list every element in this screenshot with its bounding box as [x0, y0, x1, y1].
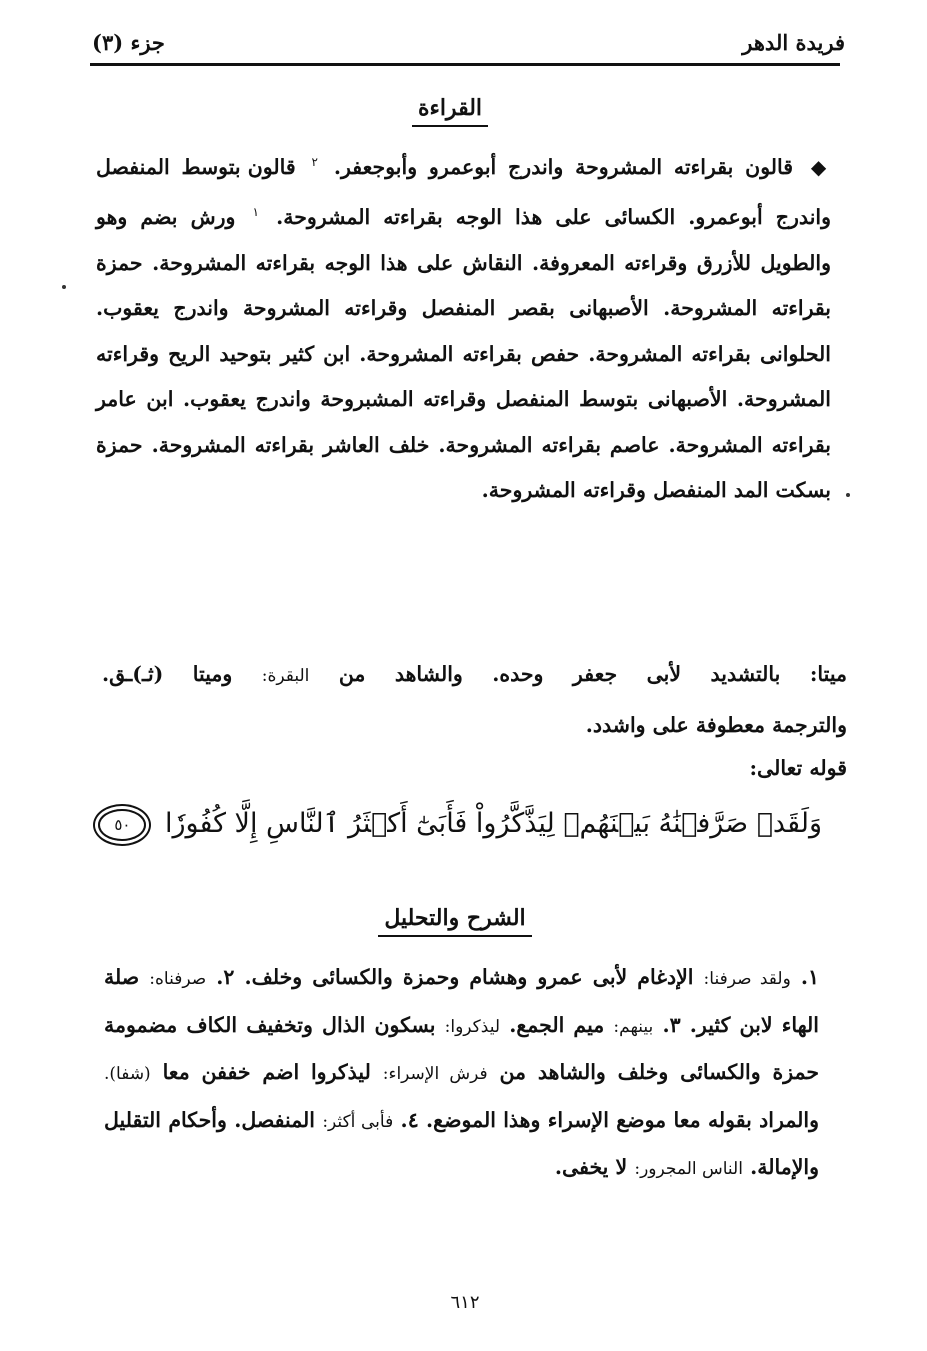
sharh-text-7: المنفصل. وأحكام التقليل والإمالة. — [104, 1107, 819, 1179]
tarjama-line: والترجمة معطوفة على واشدد. — [585, 713, 847, 737]
sharh-word-6: (شفا). — [104, 1064, 151, 1084]
diamond-bullet-icon: ◆ — [810, 154, 832, 179]
sharh-paragraph — [104, 955, 819, 1193]
mitan-source: البقرة: — [261, 666, 310, 686]
mitan-text-2: وميتا (ثـ)ـق. — [102, 662, 233, 686]
mitan-text-1: ميتا: بالتشديد لأبى جعفر وحده. والشاهد من — [338, 662, 847, 686]
scan-speck — [62, 285, 66, 289]
sharh-word-8: الناس المجرور: — [634, 1159, 743, 1179]
sharh-text-4: بسكون الذال وتخفيف الكاف مضمومة حمزة والكسائى وخلف والشاهد من — [104, 1012, 820, 1084]
qiraa-heading-text: القراءة — [412, 95, 488, 127]
ayah-number-marker: ٥٠ — [98, 809, 146, 841]
sharh-text-8: لا يخفى. — [554, 1155, 628, 1179]
sharh-word-3: بينهم: — [613, 1016, 654, 1037]
qiraa-heading — [380, 95, 520, 127]
sharh-number-3: ٣. — [662, 1012, 681, 1037]
sharh-heading — [340, 905, 570, 937]
page-number: ٦١٢ — [450, 1292, 480, 1313]
sharh-number-4: ٤. — [400, 1107, 419, 1132]
sharh-number-2: ٢. — [216, 965, 235, 989]
qiraa-sentence-1: قالون بقراءته المشروحة واندرج أبوعمرو وأبوجعفر. — [333, 154, 794, 179]
header-rule — [90, 63, 840, 66]
qawluh-line: قوله تعالى: — [749, 756, 847, 780]
sharh-word-7: فأبى أكثر: — [322, 1111, 394, 1132]
sharh-word-2: صرفناه: — [149, 969, 207, 989]
footnote-marker-2: ٢ — [311, 155, 318, 169]
mitan-line — [102, 662, 847, 686]
qiraa-paragraph — [96, 140, 831, 514]
sharh-number-1: ١. — [800, 965, 820, 989]
verse-text: وَلَقَدۡ صَرَّفۡنَٰهُ بَيۡنَهُمۡ لِيَذَّكَّرُواْ فَأَبَىٰٓ أَكۡثَرُ ٱلنَّاسِ إِلَّا كُفُورٗا — [164, 808, 822, 839]
sharh-word-5: فرش الإسراء: — [382, 1064, 488, 1084]
scan-speck — [846, 493, 850, 497]
sharh-text-2: صلة الهاء لابن كثير. — [104, 965, 819, 1037]
sharh-text-3: ميم الجمع. — [509, 1012, 605, 1037]
sharh-word-4: ليذكروا: — [444, 1016, 501, 1037]
sharh-heading-text: الشرح والتحليل — [378, 905, 531, 937]
quran-verse — [102, 808, 822, 841]
running-header-title: فريدة الدهر — [742, 30, 845, 55]
sharh-text-1: الإدغام لأبى عمرو وهشام وحمزة والكسائى وخلف. — [244, 965, 694, 989]
footnote-marker-1: ١ — [252, 205, 259, 220]
sharh-text-6: والمراد بقوله معا موضع الإسراء وهذا الموضع. — [426, 1107, 820, 1132]
qiraa-sentence-2: قالون بتوسط المنفصل واندرج أبوعمرو. الكسائى على هذا الوجه بقراءته المشروحة. — [96, 154, 831, 230]
sharh-text-5: ليذكروا اضم خففن معا — [162, 1060, 371, 1084]
qiraa-sentence-3: ورش بضم وهو والطويل للأزرق وقراءته المعروفة. النقاش على هذا الوجه بقراءته المشروحة. حمزة بقراءته المشروحة. الأصبهانى بقصر المنفصل وقراءته المشروحة واندرج يعقوب. الحلوانى بقراءته المشروحة. حفص بقراءته المشروحة. ابن كثير بتوحيد الريح وقراءته المشروحة. الأصبهانى بتوسط المنفصل وقراءته المشبروحة واندرج يعقوب. ابن عامر بقراءته المشروحة. عاصم بقراءته المشروحة. خلف العاشر بقراءته المشروحة. حمزة بسكت المد المنفصل وقراءته المشروحة. — [96, 205, 831, 503]
running-header-part: جزء (٣) — [92, 30, 165, 55]
sharh-word-1: ولقد صرفنا: — [703, 969, 791, 989]
